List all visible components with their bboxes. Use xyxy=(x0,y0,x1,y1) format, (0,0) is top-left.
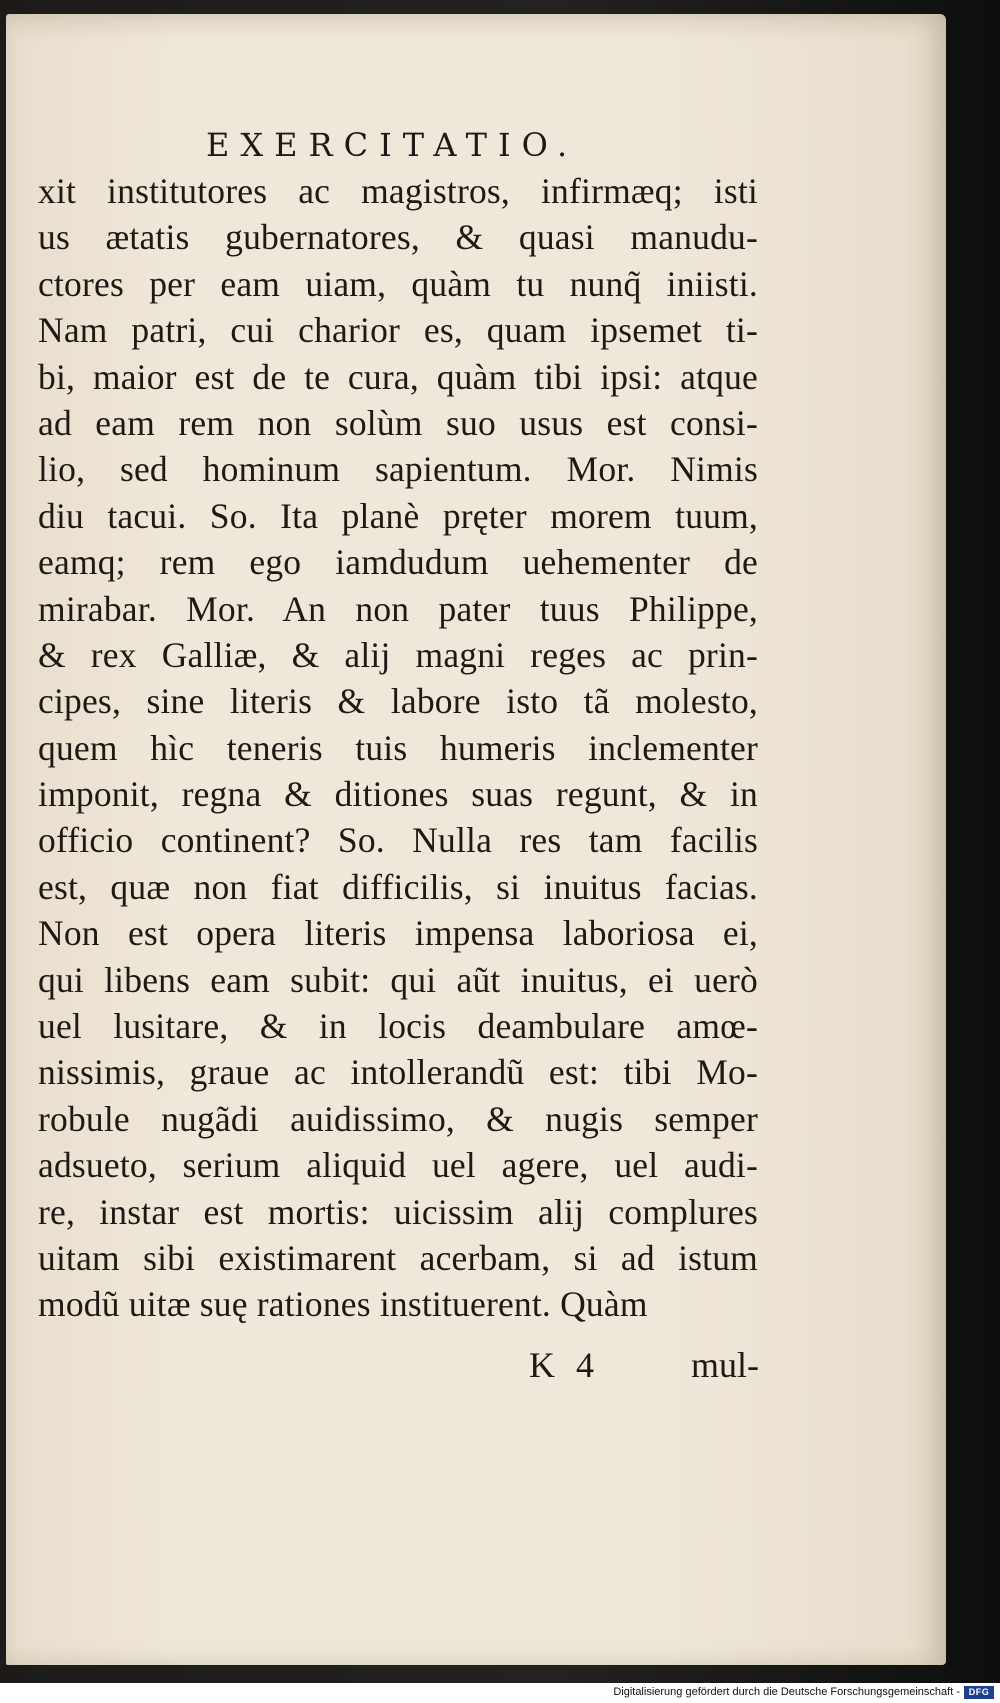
text-line: officio continent? So. Nulla res tam facilis xyxy=(38,820,758,861)
text-line: bi, maior est de te cura, quàm tibi ipsi: atque xyxy=(38,356,758,397)
text-line: quem hìc teneris tuis humeris inclementer xyxy=(38,727,758,768)
text-line: ctores per eam uiam, quàm tu nunq̃ iniisti. xyxy=(38,263,758,304)
text-line: modũ uitæ suę rationes instituerent. Quàm xyxy=(38,1284,648,1325)
text-line: ad eam rem non solùm suo usus est consi- xyxy=(38,402,758,443)
text-line: diu tacui. So. Ita planè pręter morem tuum, xyxy=(38,495,758,536)
dfg-logo-icon: DFG xyxy=(964,1686,994,1699)
funding-credit: Digitalisierung gefördert durch die Deutsche Forschungsgemeinschaft - xyxy=(613,1686,960,1698)
text-line: qui libens eam subit: qui aũt inuitus, ei uerò xyxy=(38,959,758,1000)
signature-line xyxy=(529,1344,759,1394)
text-line: eamq; rem ego iamdudum uehementer de xyxy=(38,542,758,583)
running-head: EXERCITATIO. xyxy=(206,126,579,164)
page-text-body xyxy=(38,168,758,1328)
catchword: mul- xyxy=(691,1345,759,1385)
text-line: imponit, regna & ditiones suas regunt, & in xyxy=(38,774,758,815)
signature-mark: K 4 xyxy=(529,1345,600,1385)
text-line: mirabar. Mor. An non pater tuus Philippe, xyxy=(38,588,758,629)
digitization-footer xyxy=(0,1683,1000,1703)
text-line: re, instar est mortis: uicissim alij complures xyxy=(38,1191,758,1232)
text-line: uitam sibi existimarent acerbam, si ad istum xyxy=(38,1237,758,1278)
text-line: uel lusitare, & in locis deambulare amœ- xyxy=(38,1006,758,1047)
text-line: & rex Galliæ, & alij magni reges ac prin- xyxy=(38,634,758,675)
text-line: cipes, sine literis & labore isto tã molesto, xyxy=(38,681,758,722)
text-line: Nam patri, cui charior es, quam ipsemet ti- xyxy=(38,310,758,351)
text-line: us ætatis gubernatores, & quasi manudu- xyxy=(38,217,758,258)
text-line: adsueto, serium aliquid uel agere, uel audi- xyxy=(38,1145,758,1186)
text-line: Non est opera literis impensa laboriosa ei, xyxy=(38,913,758,954)
text-line: est, quæ non fiat difficilis, si inuitus facias. xyxy=(38,866,758,907)
book-page xyxy=(6,14,946,1665)
text-line: robule nugãdi auidissimo, & nugis semper xyxy=(38,1098,758,1139)
text-line: xit institutores ac magistros, infirmæq; isti xyxy=(38,171,758,211)
text-line: lio, sed hominum sapientum. Mor. Nimis xyxy=(38,449,758,490)
text-line: nissimis, graue ac intollerandũ est: tibi Mo- xyxy=(38,1052,758,1093)
